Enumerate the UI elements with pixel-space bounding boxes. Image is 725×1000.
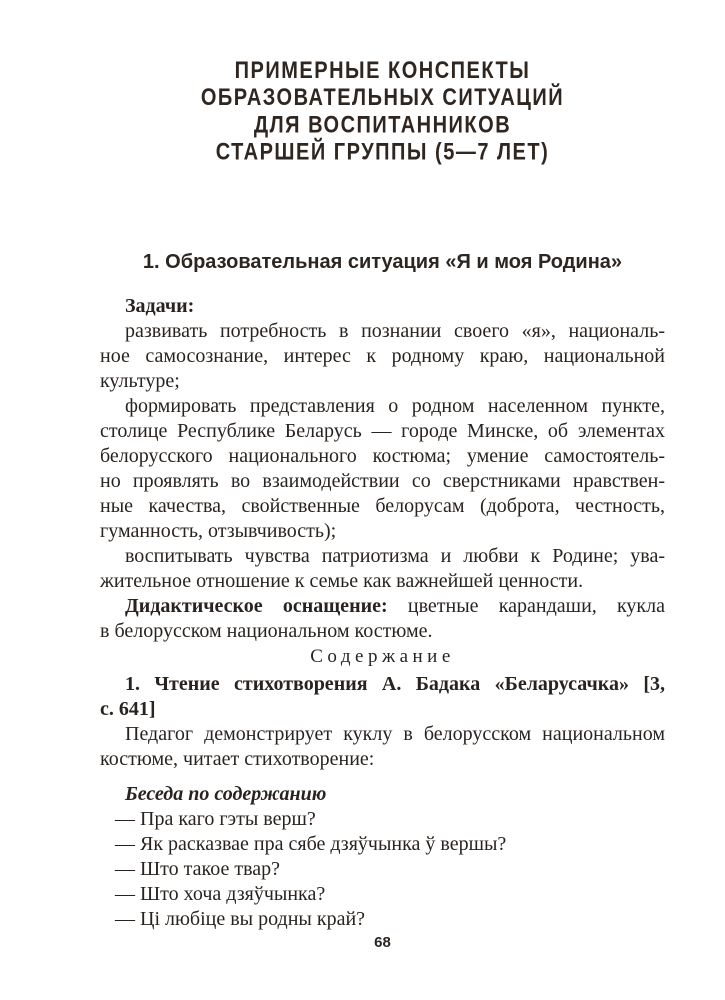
text-line: но проявлять во взаимодействии со сверстниками нравствен- [100,470,665,492]
text-line: — Што такое твар? [115,858,281,880]
text-line: формировать представления о родном населенном пункте, [125,395,665,417]
didactic-paragraph [100,594,665,644]
question-list [100,807,665,932]
text-line: ные качества, свойственные белорусам (доброта, честность, [100,495,665,517]
text-line: — Што хоча дзяўчынка? [115,883,326,905]
text-line: ОБРАЗОВАТЕЛЬНЫХ СИТУАЦИЙ [200,85,565,112]
text-line: в белорусском национальном костюме. [100,620,433,642]
text-line: Дидактическое оснащение: цветные карандаши, кукла [125,595,665,617]
discussion-heading: Беседа по содержанию [125,783,327,805]
task-paragraph-upbring [100,544,665,594]
text-line: — Як расказвае пра сябе дзяўчынка ў вершы? [115,833,507,855]
text-line: с. 641] [100,698,156,720]
text-line: ПРИМЕРНЫЕ КОНСПЕКТЫ [234,58,531,84]
text-line: ное самосознание, интерес к родному краю, национальной [100,345,665,367]
text-line: гуманность, отзывчивость); [100,520,337,542]
text-line: жительное отношение к семье как важнейшей ценности. [100,570,584,592]
text-line: культуре; [100,370,180,392]
task-paragraph-develop [100,319,665,394]
text-line: — Ці любіце вы родны край? [115,908,366,930]
content-heading: Содержание [310,646,455,667]
text-line: развивать потребность в познании своего «я», националь- [125,320,665,342]
text-line: столице Республике Беларусь — городе Минске, об элементах [100,420,665,442]
tasks-label: Задачи: [125,295,195,317]
text-line: СТАРШЕЙ ГРУППЫ (5—7 ЛЕТ) [215,139,550,166]
body-text [100,294,665,952]
page-title [100,58,665,167]
text-line: воспитывать чувства патриотизма и любви к Родине; ува- [125,545,665,567]
pedagog-paragraph [100,722,665,772]
text-line: Педагог демонстрирует куклу в белорусском национальном [125,723,665,745]
text-line: белорусского национального костюма; умение самостоятель- [100,445,665,467]
text-block [100,0,665,952]
task-paragraph-form [100,394,665,544]
page-number: 68 [374,934,391,951]
section-heading: 1. Образовательная ситуация «Я и моя Родина» [142,251,623,273]
reading-heading [100,672,665,722]
text-line: костюме, читает стихотворение: [100,748,375,770]
text-line: ДЛЯ ВОСПИТАННИКОВ [253,112,512,139]
text-line: 1. Чтение стихотворения А. Бадака «Беларусачка» [3, [125,673,665,695]
text-line: — Пра каго гэты верш? [115,808,316,830]
